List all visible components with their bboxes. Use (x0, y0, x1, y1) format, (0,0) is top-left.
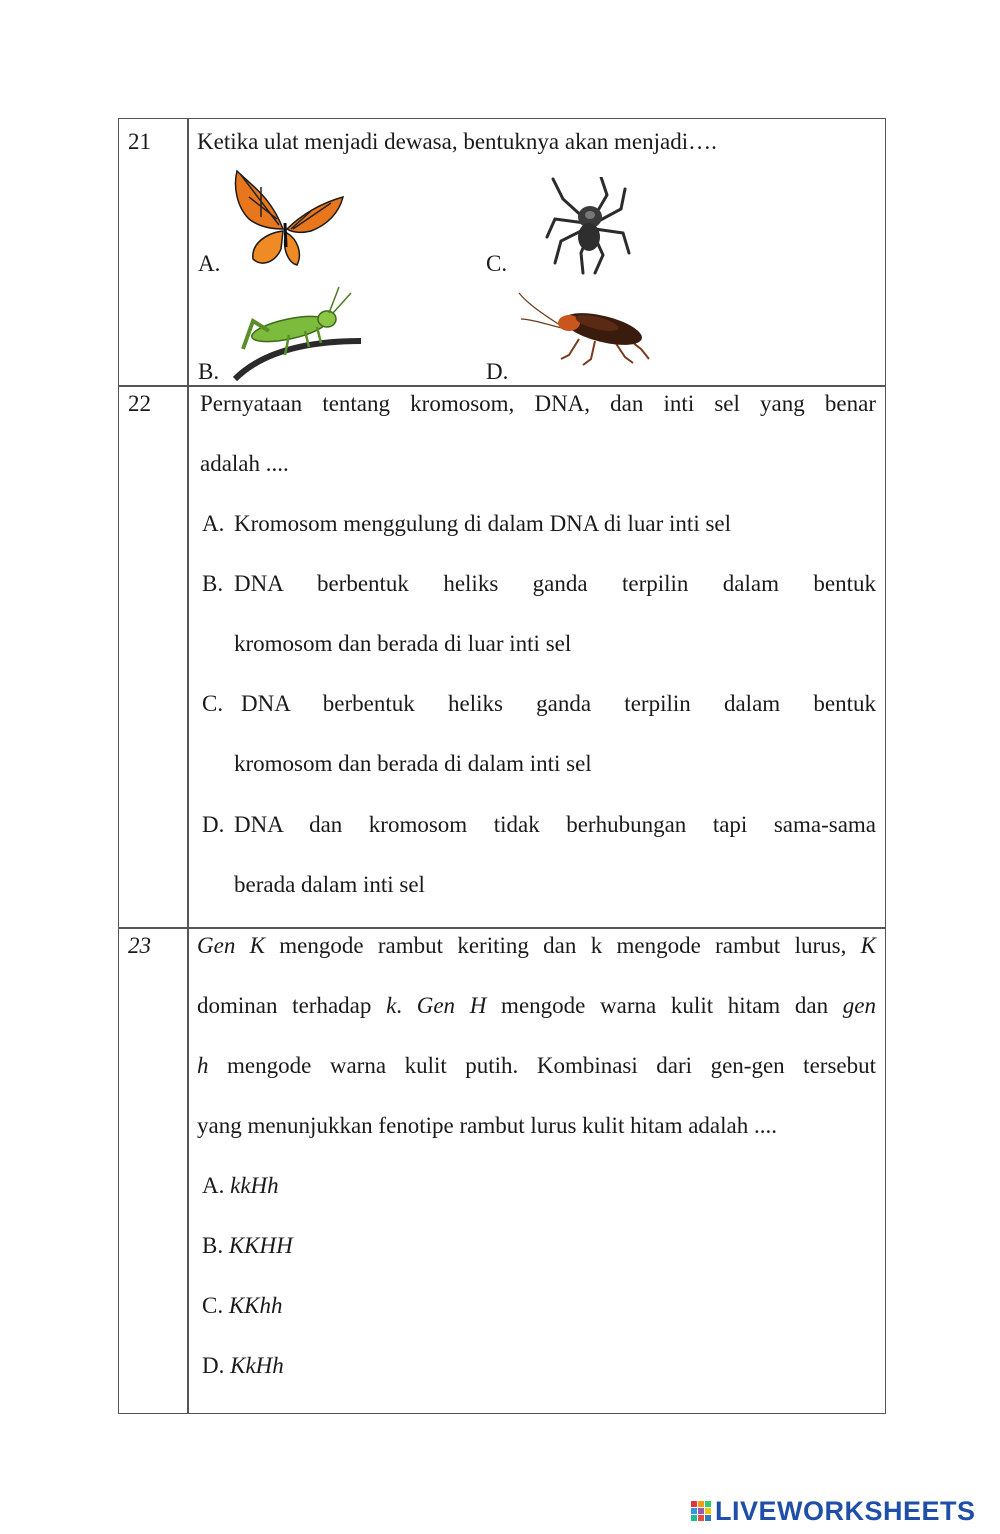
question-text: Ketika ulat menjadi dewasa, bentuknya akan menjadi…. (197, 129, 717, 154)
gene-term: k (386, 993, 397, 1018)
option-d[interactable] (202, 1353, 284, 1379)
question-text (197, 1053, 876, 1079)
option-c[interactable] (202, 1293, 283, 1319)
gene-term: K (860, 933, 876, 958)
liveworksheets-logo[interactable] (690, 1496, 976, 1526)
option-b-letter: B. (198, 359, 220, 384)
option-c-text: kromosom dan berada di dalam inti sel (234, 751, 592, 776)
option-text: KkHh (230, 1353, 284, 1378)
text-segment: mengode warna kulit hitam dan (486, 993, 843, 1018)
option-a-letter: A. (198, 251, 221, 276)
option-a-letter: A. (202, 511, 225, 536)
option-text: KKhh (228, 1293, 283, 1318)
text-segment: mengode rambut keriting dan k mengode rambut lurus, (264, 933, 861, 958)
question-text: adalah .... (200, 451, 289, 476)
option-text: kkHh (230, 1173, 279, 1198)
option-letter: C. (202, 1293, 224, 1318)
question-text (197, 993, 876, 1019)
option-d-text: berada dalam inti sel (234, 872, 425, 897)
question-text: yang menunjukkan fenotipe rambut lurus kulit hitam adalah .... (197, 1113, 777, 1138)
question-table (118, 118, 886, 1414)
question-number: 22 (128, 391, 151, 416)
option-c-letter: C. (486, 251, 508, 276)
option-b-text: kromosom dan berada di luar inti sel (234, 631, 572, 656)
text-segment: dominan terhadap (197, 993, 387, 1018)
logo-grid-icon (690, 1501, 711, 1522)
option-letter: B. (202, 1233, 224, 1258)
butterfly-icon[interactable] (231, 167, 347, 271)
grasshopper-icon[interactable] (229, 285, 365, 383)
row-divider (119, 385, 885, 387)
option-a-text: Kromosom menggulung di dalam DNA di luar inti sel (234, 511, 732, 536)
spider-icon[interactable] (545, 177, 631, 275)
gene-term: gen (842, 993, 876, 1018)
gene-term: h (197, 1053, 209, 1078)
option-b[interactable] (202, 1233, 293, 1259)
option-d-text: DNA dan kromosom tidak berhubungan tapi sama-sama (234, 812, 876, 837)
gene-term: Gen H (416, 993, 487, 1018)
option-b-letter: B. (202, 571, 224, 596)
option-letter: D. (202, 1353, 225, 1378)
column-divider (187, 119, 189, 1413)
cockroach-icon[interactable] (517, 289, 651, 367)
option-b-text: DNA berbentuk heliks ganda terpilin dalam bentuk (234, 571, 876, 596)
question-text: Pernyataan tentang kromosom, DNA, dan inti sel yang benar (200, 391, 876, 416)
option-c-text: DNA berbentuk heliks ganda terpilin dalam bentuk (241, 691, 876, 716)
question-text (197, 933, 876, 959)
question-number: 23 (128, 933, 151, 958)
question-number: 21 (128, 129, 151, 154)
option-d-letter: D. (202, 812, 225, 837)
option-a[interactable] (202, 1173, 279, 1199)
option-letter: A. (202, 1173, 225, 1198)
text-segment: . (396, 993, 417, 1018)
gene-term: Gen K (197, 933, 265, 958)
option-d-letter: D. (486, 359, 509, 384)
text-segment: mengode warna kulit putih. Kombinasi dari gen-gen tersebut (208, 1053, 876, 1078)
option-text: KKHH (228, 1233, 293, 1258)
row-divider (119, 927, 885, 929)
option-c-letter: C. (202, 691, 224, 716)
logo-text: LIVEWORKSHEETS (715, 1495, 976, 1526)
